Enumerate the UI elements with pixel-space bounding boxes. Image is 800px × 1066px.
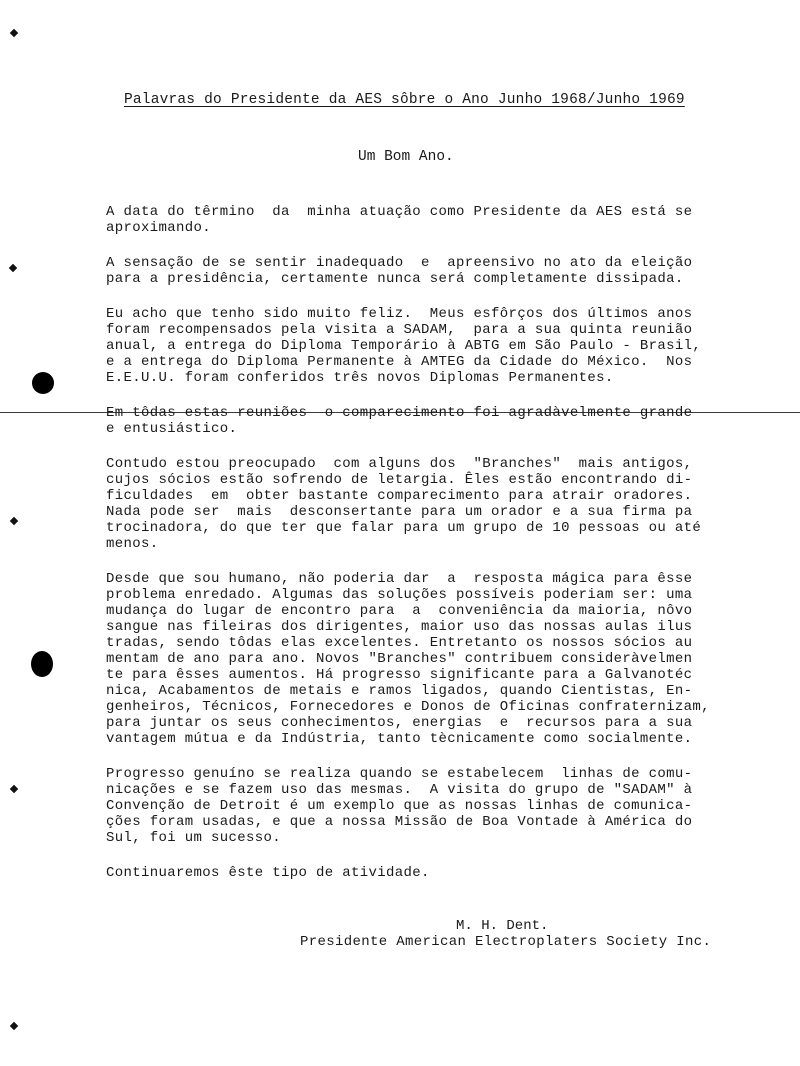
text-line: genheiros, Técnicos, Fornecedores e Donos de Oficinas confraternizam, <box>106 699 710 715</box>
paragraph <box>106 255 766 287</box>
text-line: vantagem mútua e da Indústria, tanto tècnicamente como socialmente. <box>106 731 693 747</box>
closing-line: Continuaremos êste tipo de atividade. <box>106 865 430 881</box>
text-line: Convenção de Detroit é um exemplo que as nossas linhas de comunica- <box>106 798 693 814</box>
text-line: A data do têrmino da minha atuação como Presidente da AES está se <box>106 204 693 220</box>
document-title: Palavras do Presidente da AES sôbre o Ano Junho 1968/Junho 1969 <box>124 92 685 108</box>
paragraph <box>106 204 766 236</box>
text-line: Desde que sou humano, não poderia dar a resposta mágica para êsse <box>106 571 693 587</box>
text-line: sangue nas fileiras dos dirigentes, maior uso das nossas aulas ilus <box>106 619 693 635</box>
paragraph <box>106 766 766 846</box>
text-line: e entusiástico. <box>106 421 238 437</box>
text-line: te para êsses aumentos. Há progresso significante para a Galvanotéc <box>106 667 693 683</box>
text-line: foram recompensados pela visita a SADAM, para a sua quinta reunião <box>106 322 693 338</box>
scan-speck <box>10 785 18 793</box>
text-line: Sul, foi um sucesso. <box>106 830 282 846</box>
text-line: cujos sócios estão sofrendo de letargia. Êles estão encontrando di- <box>106 472 693 488</box>
text-line: Contudo estou preocupado com alguns dos "Branches" mais antigos, <box>106 456 693 472</box>
text-line: Progresso genuíno se realiza quando se estabelecem linhas de comu- <box>106 766 693 782</box>
text-line: Em tôdas estas reuniões o comparecimento foi agradàvelmente grande <box>106 405 693 421</box>
scan-speck <box>9 264 17 272</box>
text-line: para a presidência, certamente nunca será completamente dissipada. <box>106 271 684 287</box>
text-line: aproximando. <box>106 220 212 236</box>
text-line: menos. <box>106 536 159 552</box>
text-line: tradas, sendo tôdas elas excelentes. Entretanto os nossos sócios au <box>106 635 693 651</box>
text-line: Nada pode ser mais desconsertante para um orador e a sua firma pa <box>106 504 693 520</box>
text-line: mentam de ano para ano. Novos "Branches" contribuem consideràvelmen <box>106 651 693 667</box>
text-line: nica, Acabamentos de metais e ramos ligados, quando Cientistas, En- <box>106 683 693 699</box>
paragraph <box>106 456 766 552</box>
document-subtitle: Um Bom Ano. <box>358 149 454 165</box>
text-line: E.E.U.U. foram conferidos três novos Diplomas Permanentes. <box>106 370 614 386</box>
scan-speck <box>10 29 18 37</box>
text-line: mudança do lugar de encontro para a conveniência da maioria, nôvo <box>106 603 693 619</box>
text-line: problema enredado. Algumas das soluções possíveis poderiam ser: uma <box>106 587 693 603</box>
paragraph <box>106 405 766 437</box>
text-line: trocinadora, do que ter que falar para um grupo de 10 pessoas ou até <box>106 520 702 536</box>
paragraph <box>106 306 766 386</box>
punch-hole-top <box>32 372 54 394</box>
scan-speck <box>10 517 18 525</box>
document-body <box>106 204 766 900</box>
text-line: Eu acho que tenho sido muito feliz. Meus esfôrços dos últimos anos <box>106 306 693 322</box>
signature-block <box>300 918 711 950</box>
scan-speck <box>10 1022 18 1030</box>
signature-name: M. H. Dent. <box>456 918 549 934</box>
closing-paragraph <box>106 865 766 881</box>
text-line: para juntar os seus conhecimentos, energias e recursos para a sua <box>106 715 693 731</box>
signature-title: Presidente American Electroplaters Society Inc. <box>300 934 712 950</box>
text-line: nicações e se fazem uso das mesmas. A visita do grupo de "SADAM" à <box>106 782 693 798</box>
text-line: ções foram usadas, e que a nossa Missão de Boa Vontade à América do <box>106 814 693 830</box>
text-line: e a entrega do Diploma Permanente à AMTEG da Cidade do México. Nos <box>106 354 693 370</box>
punch-hole-bottom <box>31 651 53 677</box>
text-line: ficuldades em obter bastante comparecimento para atrair oradores. <box>106 488 693 504</box>
text-line: anual, a entrega do Diploma Temporário à ABTG em São Paulo - Brasil, <box>106 338 702 354</box>
text-line: A sensação de se sentir inadequado e apreensivo no ato da eleição <box>106 255 693 271</box>
paragraph <box>106 571 766 747</box>
